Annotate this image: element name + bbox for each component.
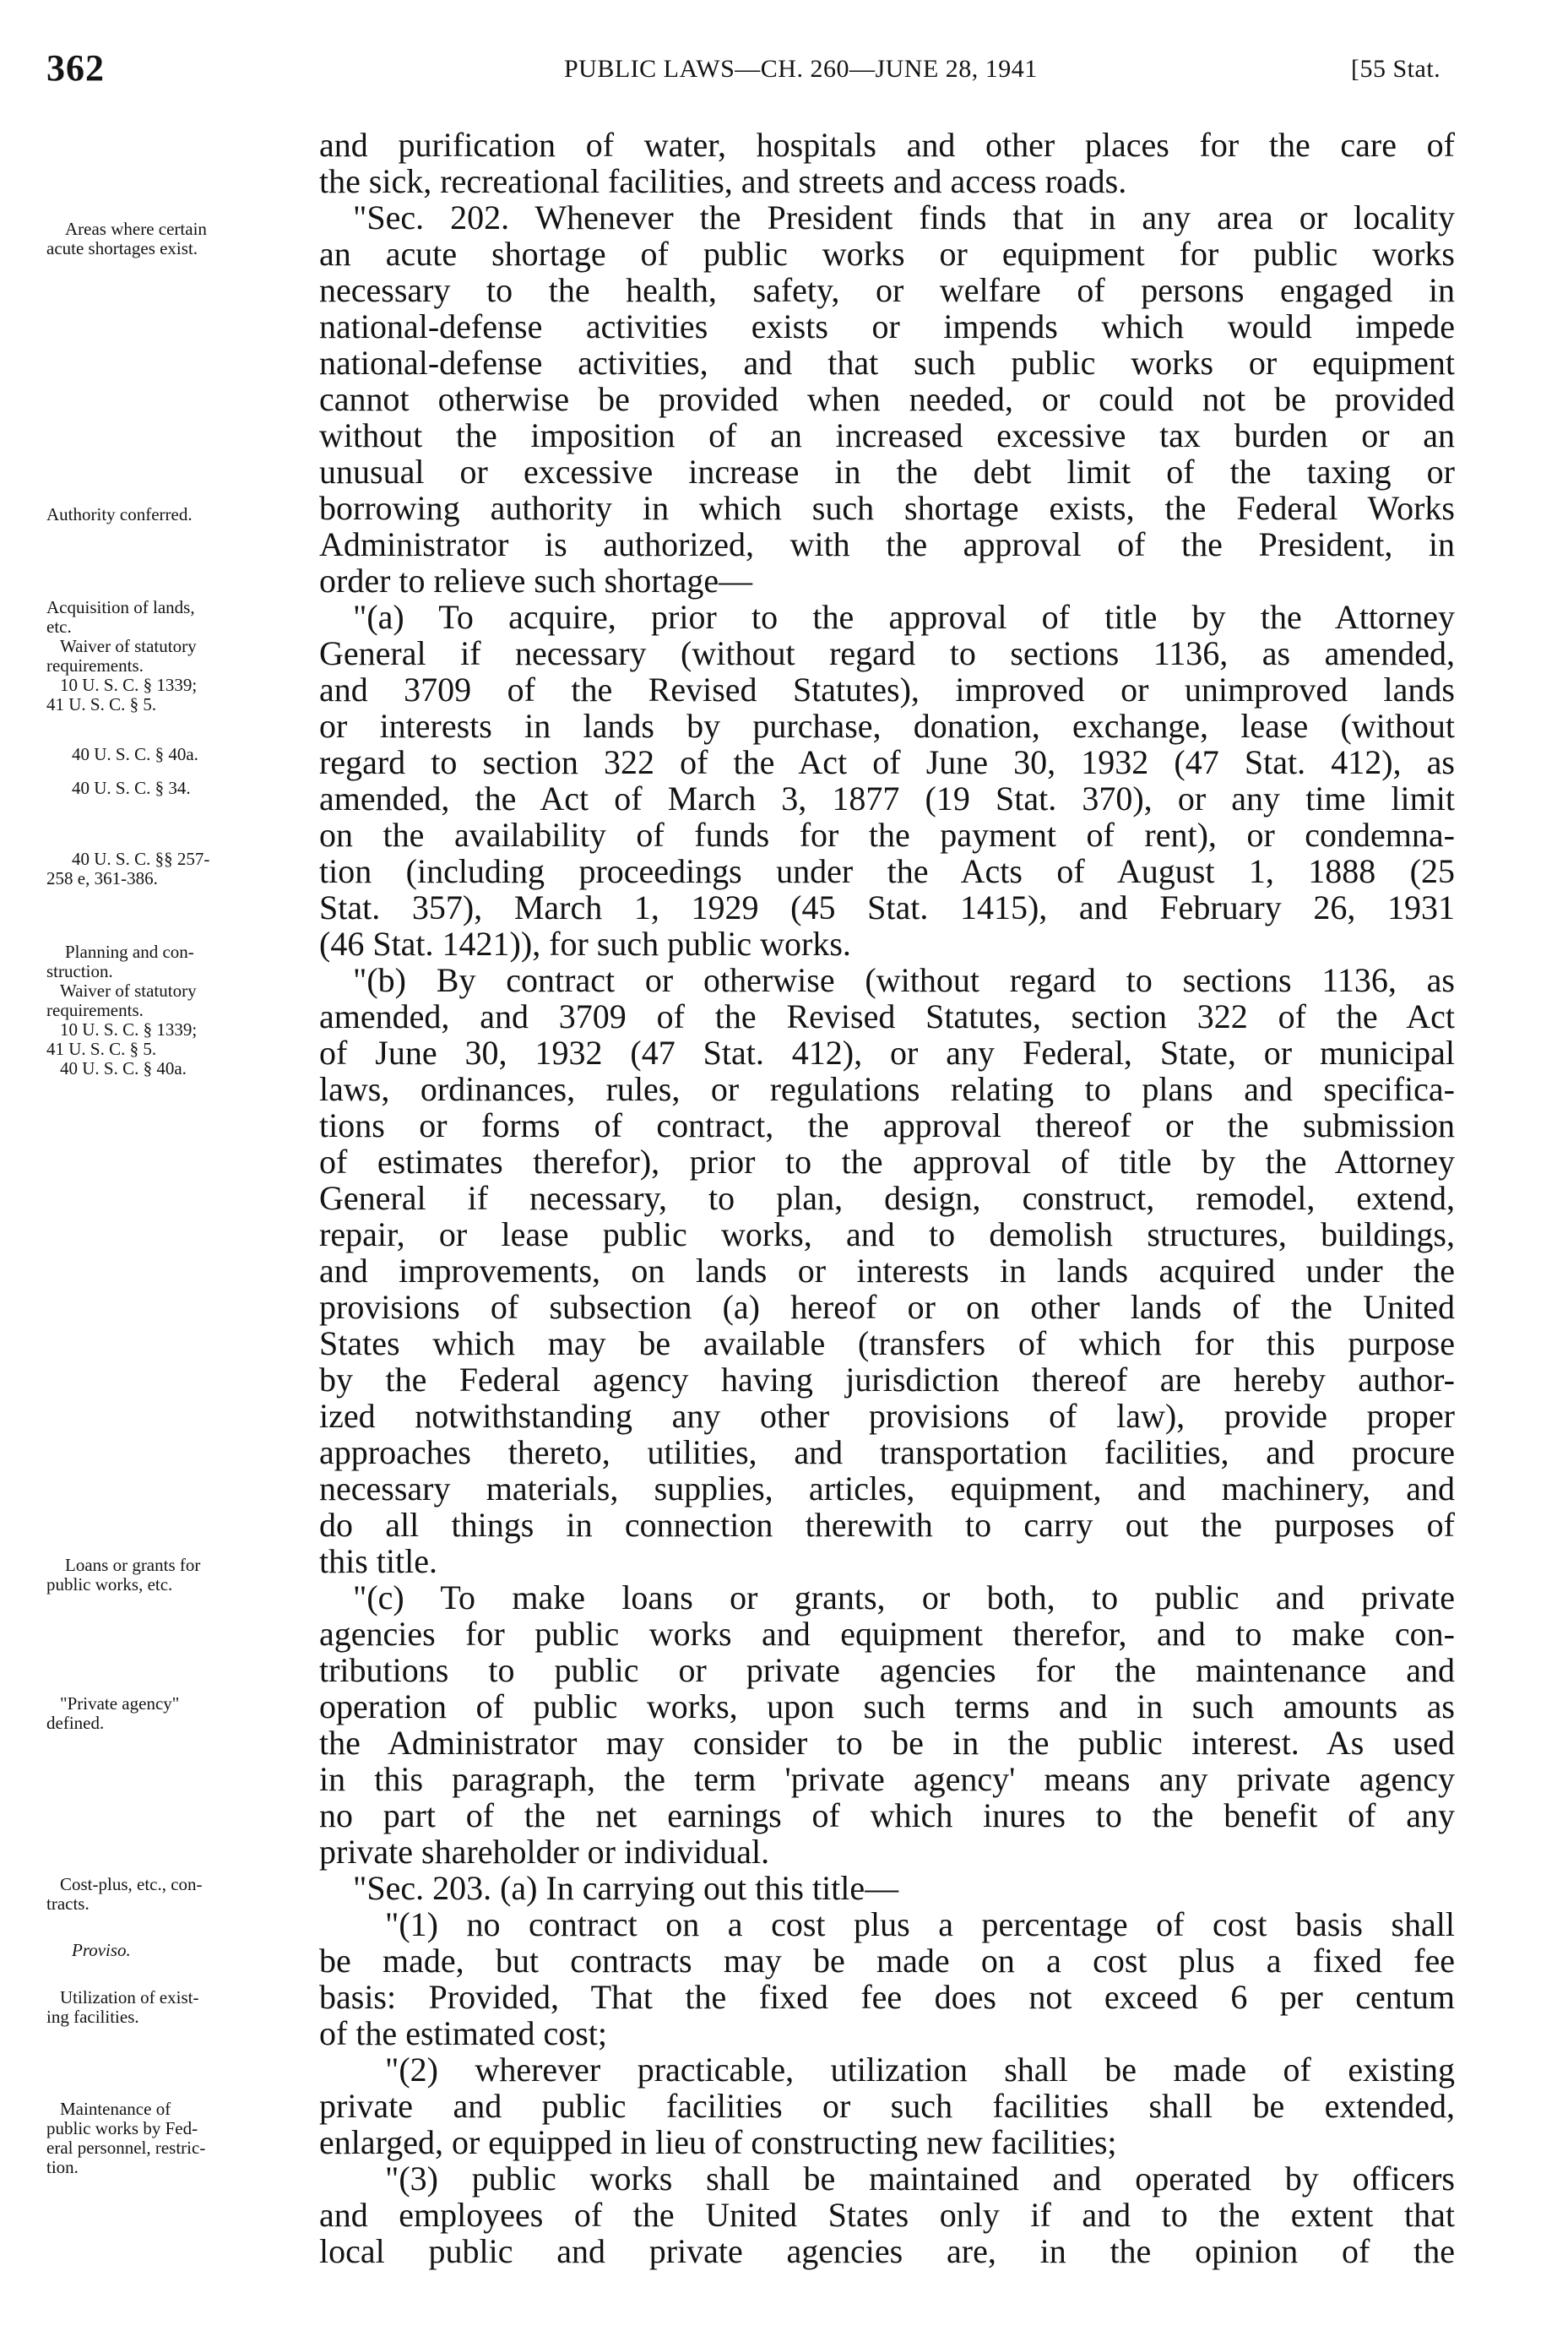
text-line: laws, ordinances, rules, or regulations relating to plans and specifica- (319, 1070, 1455, 1108)
statute-reference: [55 Stat. (1351, 55, 1441, 83)
text-line: basis: Provided, That the fixed fee does not exceed 6 per centum (319, 1978, 1455, 2016)
margin-note: Acquisition of lands, etc. Waiver of statutory requirements. 10 U. S. C. § 1339; 41 U. S. C. § 5. (46, 597, 198, 714)
text-line: local public and private agencies are, in the opinion of the (319, 2232, 1455, 2270)
text-line: General if necessary, to plan, design, construct, remodel, extend, (319, 1179, 1455, 1217)
text-line: or interests in lands by purchase, donation, exchange, lease (without (319, 707, 1455, 745)
text-line: of June 30, 1932 (47 Stat. 412), or any Federal, State, or municipal (319, 1034, 1455, 1072)
text-line: national-defense activities exists or impends which would impede (319, 307, 1455, 345)
text-line: regard to section 322 of the Act of June 30, 1932 (47 Stat. 412), as (319, 743, 1455, 781)
margin-note: 40 U. S. C. §§ 257- 258 e, 361-386. (46, 849, 210, 888)
text-line: private and public facilities or such facilities shall be extended, (319, 2087, 1455, 2125)
text-line: "Sec. 202. Whenever the President finds that in any area or locality (353, 198, 1455, 236)
margin-note: "Private agency" defined. (46, 1693, 180, 1733)
text-line: "(3) public works shall be maintained and operated by officers (385, 2160, 1455, 2198)
text-line: do all things in connection therewith to carry out the purposes of (319, 1506, 1455, 1544)
text-line: ized notwithstanding any other provisions of law), provide proper (319, 1397, 1455, 1435)
text-line: provisions of subsection (a) hereof or on other lands of the United (319, 1288, 1455, 1326)
text-line: tion (including proceedings under the Acts of August 1, 1888 (25 (319, 852, 1455, 890)
text-line: of the estimated cost; (319, 2014, 608, 2052)
margin-note: Authority conferred. (46, 504, 193, 524)
running-header (0, 46, 1568, 89)
text-line: Administrator is authorized, with the approval of the President, in (319, 525, 1455, 563)
text-line: "Sec. 203. (a) In carrying out this title— (353, 1869, 899, 1907)
text-line: tributions to public or private agencies for the maintenance and (319, 1651, 1455, 1689)
margin-note: Areas where certain acute shortages exist. (46, 219, 207, 258)
text-line: without the imposition of an increased excessive tax burden or an (319, 416, 1455, 454)
text-line: the Administrator may consider to be in the public interest. As used (319, 1724, 1455, 1762)
margin-note: Cost-plus, etc., con- tracts. (46, 1874, 203, 1914)
margin-note: Utilization of exist- ing facilities. (46, 1987, 199, 2027)
text-line: "(c) To make loans or grants, or both, to public and private (353, 1578, 1455, 1616)
text-line: national-defense activities, and that such public works or equipment (319, 344, 1455, 382)
margin-note: Proviso. (72, 1940, 131, 1960)
margin-note: Loans or grants for public works, etc. (46, 1555, 201, 1595)
text-line: in this paragraph, the term 'private agency' means any private agency (319, 1760, 1455, 1798)
text-line: "(2) wherever practicable, utilization shall be made of existing (385, 2051, 1455, 2089)
text-line: an acute shortage of public works or equipment for public works (319, 235, 1455, 273)
page-number: 362 (46, 47, 105, 89)
text-line: private shareholder or individual. (319, 1833, 770, 1871)
text-line: repair, or lease public works, and to demolish structures, buildings, (319, 1215, 1455, 1253)
text-line: cannot otherwise be provided when needed, or could not be provided (319, 380, 1455, 418)
margin-note: 40 U. S. C. § 34. (72, 778, 191, 798)
text-line: on the availability of funds for the payment of rent), or condemna- (319, 816, 1455, 854)
text-line: and purification of water, hospitals and other places for the care of (319, 126, 1455, 164)
text-line: agencies for public works and equipment therefor, and to make con- (319, 1615, 1455, 1653)
text-line: enlarged, or equipped in lieu of constructing new facilities; (319, 2123, 1117, 2161)
text-line: this title. (319, 1542, 437, 1580)
text-line: unusual or excessive increase in the debt limit of the taxing or (319, 453, 1455, 491)
text-line: the sick, recreational facilities, and streets and access roads. (319, 162, 1127, 200)
text-line: "(1) no contract on a cost plus a percentage of cost basis shall (385, 1905, 1455, 1943)
margin-note: Planning and con- struction. Waiver of statutory requirements. 10 U. S. C. § 1339; 41 U. S. C. § 5. 40 U. S. C. § 40a. (46, 942, 198, 1078)
text-line: "(b) By contract or otherwise (without regard to sections 1136, as (353, 961, 1455, 999)
text-line: operation of public works, upon such terms and in such amounts as (319, 1687, 1455, 1725)
text-line: and 3709 of the Revised Statutes), improved or unimproved lands (319, 671, 1455, 709)
margin-note: Maintenance of public works by Fed- eral personnel, restric- tion. (46, 2099, 206, 2177)
text-line: approaches thereto, utilities, and transportation facilities, and procure (319, 1433, 1455, 1471)
text-line: and employees of the United States only if and to the extent that (319, 2196, 1455, 2234)
text-line: no part of the net earnings of which inures to the benefit of any (319, 1796, 1455, 1834)
text-line: necessary to the health, safety, or welfare of persons engaged in (319, 271, 1455, 309)
text-line: tions or forms of contract, the approval thereof or the submission (319, 1106, 1455, 1144)
text-line: Stat. 357), March 1, 1929 (45 Stat. 1415), and February 26, 1931 (319, 888, 1455, 926)
text-line: borrowing authority in which such shortage exists, the Federal Works (319, 489, 1455, 527)
text-line: necessary materials, supplies, articles, equipment, and machinery, and (319, 1470, 1455, 1508)
text-line: and improvements, on lands or interests in lands acquired under the (319, 1252, 1455, 1290)
running-title: PUBLIC LAWS—CH. 260—JUNE 28, 1941 (564, 55, 1038, 83)
text-line: "(a) To acquire, prior to the approval of title by the Attorney (353, 598, 1455, 636)
text-line: be made, but contracts may be made on a cost plus a fixed fee (319, 1942, 1455, 1980)
margin-note: 40 U. S. C. § 40a. (72, 744, 198, 764)
text-line: General if necessary (without regard to sections 1136, as amended, (319, 634, 1455, 672)
text-line: amended, the Act of March 3, 1877 (19 Stat. 370), or any time limit (319, 780, 1455, 818)
text-line: by the Federal agency having jurisdiction thereof are hereby author- (319, 1361, 1455, 1399)
text-line: (46 Stat. 1421)), for such public works. (319, 925, 851, 963)
text-line: of estimates therefor), prior to the approval of title by the Attorney (319, 1143, 1455, 1181)
text-line: order to relieve such shortage— (319, 562, 753, 600)
text-line: amended, and 3709 of the Revised Statutes, section 322 of the Act (319, 997, 1455, 1035)
text-line: States which may be available (transfers of which for this purpose (319, 1324, 1455, 1362)
